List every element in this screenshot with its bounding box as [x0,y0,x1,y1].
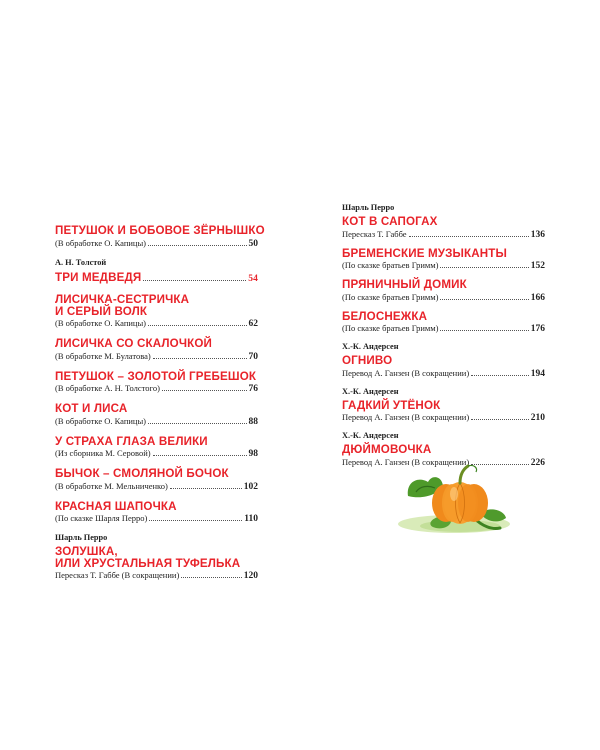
page-number: 110 [244,514,258,524]
toc-subtitle-row [55,318,258,329]
toc-author: Х.-К. Андерсен [342,386,399,396]
toc-title [55,371,258,383]
page-number: 176 [530,324,545,334]
toc-subtitle-row [342,229,545,240]
toc-title-line: КОТ В САПОГАХ [342,215,438,228]
toc-title [55,271,258,286]
toc-title [342,216,545,228]
toc-subtitle: (Из сборника М. Серовой) [55,448,151,458]
toc-subtitle: Пересказ Т. Габбе [342,228,407,239]
page-number: 152 [530,261,545,271]
toc-subtitle-row [55,570,258,581]
page-number: 54 [248,273,258,284]
dot-leader [153,351,247,359]
toc-subtitle: (В обработке М. Булатова) [55,350,151,361]
toc-title-line: ЛИСИЧКА СО СКАЛОЧКОЙ [55,337,213,350]
toc-entry [342,279,545,303]
toc-entry [342,387,545,424]
toc-title-line: И СЕРЫЙ ВОЛК [55,304,148,318]
toc-subtitle-row [342,412,545,423]
page-number: 88 [248,416,258,427]
page-number: 166 [530,292,545,303]
toc-subtitle: (В обработке А. Н. Толстого) [55,383,160,393]
toc-title-line: ПРЯНИЧНЫЙ ДОМИК [342,278,467,291]
toc-subtitle: (В обработке О. Капицы) [55,318,147,328]
toc-subtitle: (В обработке О. Капицы) [55,415,147,426]
toc-title-line: БРЕМЕНСКИЕ МУЗЫКАНТЫ [342,246,508,260]
toc-subtitle: Перевод А. Ганзен (В сокращении) [342,456,470,467]
toc-title [342,444,545,456]
dot-leader [440,260,528,268]
toc-author: Х.-К. Андерсен [342,342,399,351]
toc-title-line: ПЕТУШОК – ЗОЛОТОЙ ГРЕБЕШОК [55,369,257,383]
toc-subtitle-row [342,368,545,379]
toc-subtitle-row [342,260,545,271]
toc-entry [55,468,258,492]
toc-title [342,248,545,260]
toc-subtitle-row [55,351,258,362]
dot-leader [440,323,528,331]
toc-entry [342,342,545,379]
page-number: 120 [243,571,258,581]
dot-leader [181,570,241,578]
toc-title [342,355,545,367]
toc-title [342,400,545,412]
toc-subtitle: (По сказке братьев Гримм) [342,323,439,333]
toc-left-column [55,224,265,590]
toc-title-line: БЕЛОСНЕЖКА [342,309,428,323]
toc-entry [342,203,545,240]
toc-title-line: БЫЧОК – СМОЛЯНОЙ БОЧОК [55,467,229,480]
toc-entry [55,436,258,460]
page-number: 98 [248,449,258,459]
dot-leader [471,412,529,420]
toc-subtitle: (В обработке О. Капицы) [55,237,147,248]
toc-entry [342,311,545,335]
toc-title-line: ТРИ МЕДВЕДЯ [55,270,142,284]
toc-title-line: ОГНИВО [342,354,393,367]
toc-title [342,311,545,323]
toc-author: А. Н. Толстой [55,257,107,267]
dot-leader [148,318,246,326]
toc-title-line: КРАСНАЯ ШАПОЧКА [55,499,177,513]
dot-leader [148,416,246,424]
toc-subtitle: (По сказке Шарля Перро) [55,513,148,523]
toc-subtitle-row [342,323,545,334]
dot-leader [471,368,529,376]
page-number: 70 [248,351,258,362]
toc-subtitle: (В обработке М. Мельниченко) [55,480,168,491]
toc-author: Шарль Перро [342,203,395,212]
toc-entry [55,224,265,249]
toc-author: Х.-К. Андерсен [342,431,399,440]
toc-entry [55,403,258,427]
toc-entry [342,248,545,272]
page-number: 136 [530,229,545,240]
page-number: 210 [530,413,545,423]
dot-leader [148,238,246,246]
toc-subtitle: (По сказке братьев Гримм) [342,260,439,270]
page-number: 62 [248,319,258,329]
toc-title-line: ЛИСИЧКА-СЕСТРИЧКА [55,293,190,306]
toc-subtitle: Пересказ Т. Габбе (В сокращении) [55,570,180,580]
toc-title [55,501,258,513]
toc-title [55,403,258,415]
toc-subtitle-row [55,238,258,249]
dot-leader [153,448,247,456]
toc-subtitle-row [55,448,258,459]
page-number: 76 [248,384,258,394]
toc-subtitle: Перевод А. Ганзен (В сокращении) [342,412,470,422]
pumpkin-icon [388,458,513,538]
toc-title-line: ДЮЙМОВОЧКА [342,443,432,456]
toc-subtitle-row [55,416,258,427]
toc-entry [55,338,258,362]
toc-title [55,468,258,480]
toc-title-line: У СТРАХА ГЛАЗА ВЕЛИКИ [55,434,208,448]
toc-title [342,279,545,291]
page-number: 102 [243,481,258,492]
toc-subtitle: Перевод А. Ганзен (В сокращении) [342,367,470,378]
page-number: 194 [530,368,545,379]
toc-title [55,338,258,350]
toc-title-line: ЗОЛУШКА, [55,545,118,558]
toc-entry [55,258,258,286]
toc-right-column [342,203,545,476]
toc-subtitle-row [55,383,258,394]
dot-leader [440,292,528,300]
toc-subtitle-row [55,513,258,524]
toc-title [55,294,258,317]
dot-leader [409,229,529,237]
toc-title [55,436,258,448]
toc-title-line: ГАДКИЙ УТЁНОК [342,398,441,412]
page-number: 226 [530,457,545,468]
toc-subtitle-row [55,481,258,492]
page-number: 50 [248,238,258,249]
toc-subtitle-row [342,292,545,303]
toc-entry [55,533,258,581]
toc-title-line: ПЕТУШОК И БОБОВОЕ ЗЁРНЫШКО [55,224,265,237]
toc-entry [55,294,258,329]
toc-author: Шарль Перро [55,533,108,542]
toc-title-line: ИЛИ ХРУСТАЛЬНАЯ ТУФЕЛЬКА [55,556,241,570]
dot-leader [170,481,242,489]
toc-entry [55,501,258,525]
toc-subtitle: (По сказке братьев Гримм) [342,291,439,302]
toc-title [55,546,258,569]
dot-leader [162,383,247,391]
toc-title [55,224,265,237]
toc-title-line: КОТ И ЛИСА [55,402,128,415]
toc-entry [55,371,258,395]
dot-leader [143,271,246,281]
dot-leader [149,513,242,521]
